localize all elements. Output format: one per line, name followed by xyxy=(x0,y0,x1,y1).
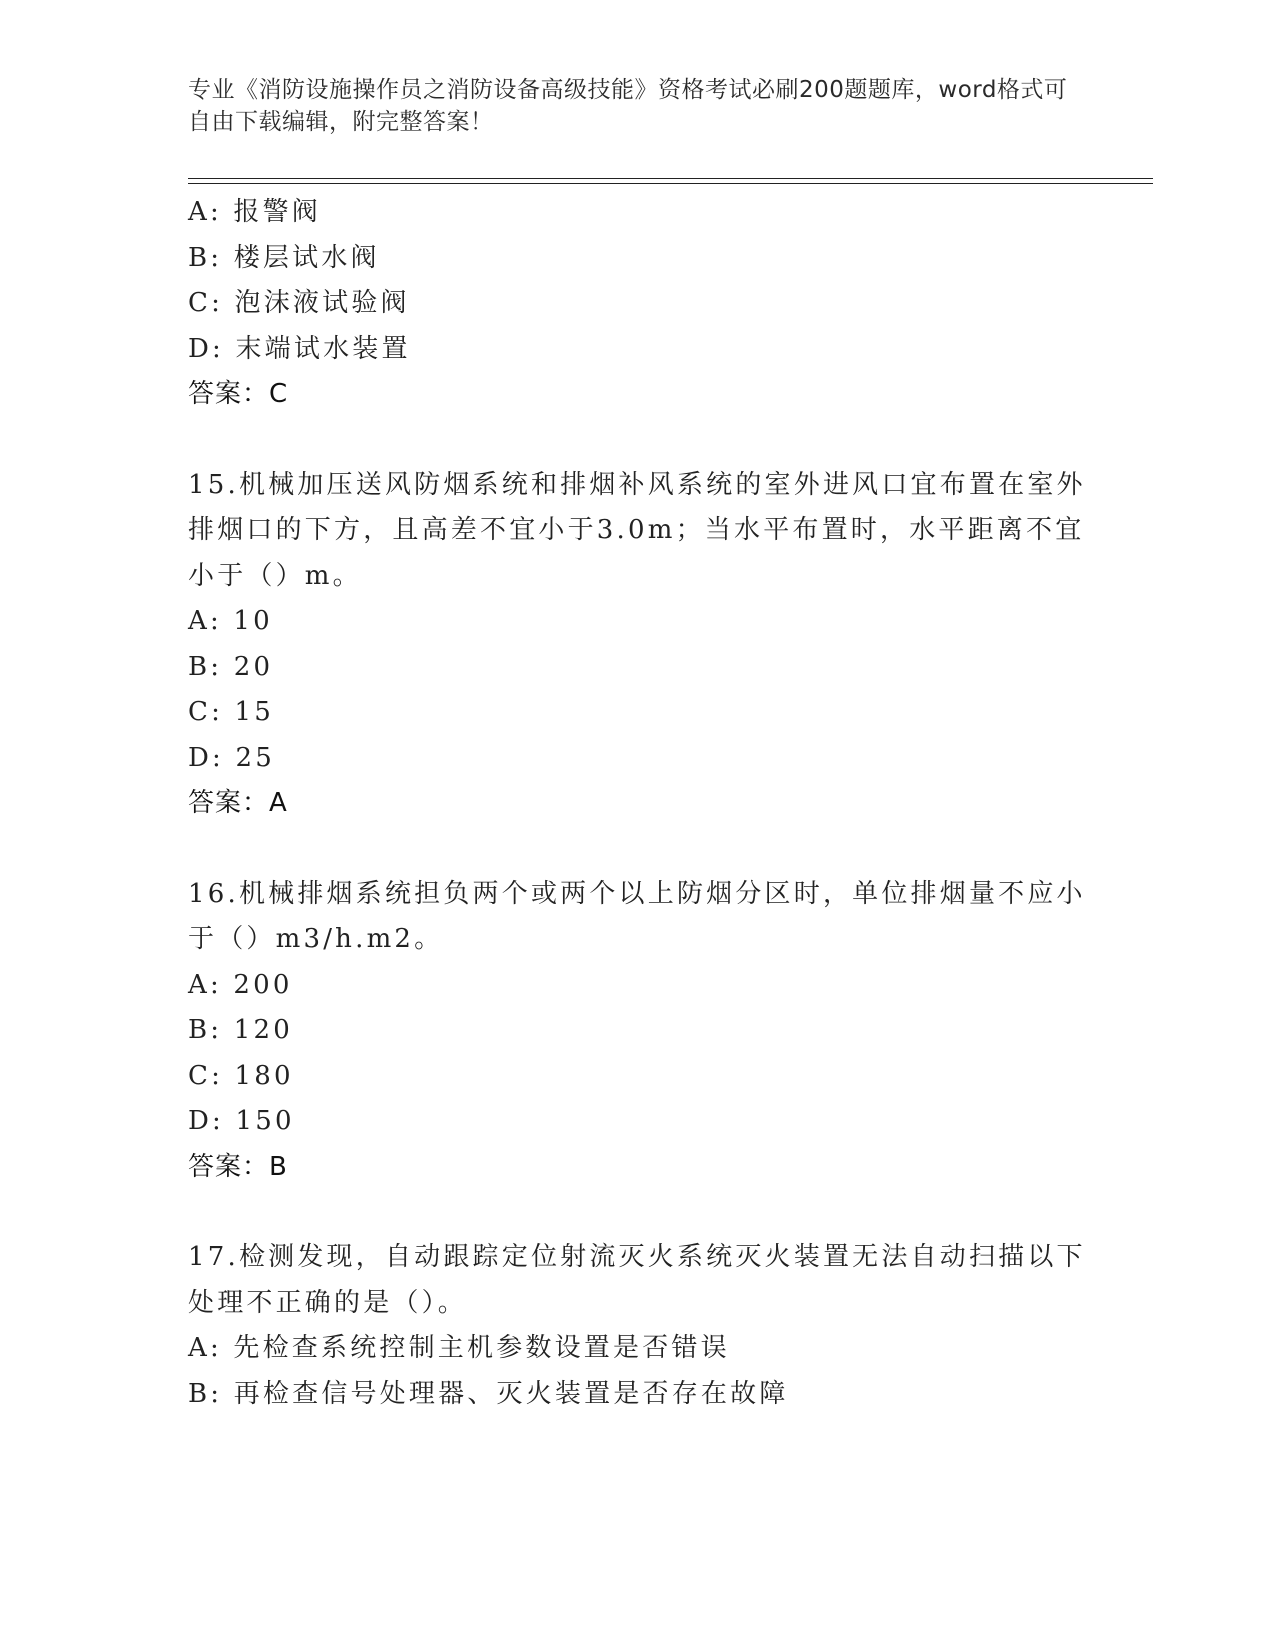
option-b: B: 20 xyxy=(188,651,274,682)
question-17 xyxy=(188,1235,1088,1417)
question-stem-line: 于（）m3/h.m2。 xyxy=(188,924,444,954)
spacer xyxy=(188,418,1088,463)
option-c: C: 15 xyxy=(188,697,275,727)
question-list xyxy=(188,190,1088,1417)
answer-label: 答案：B xyxy=(188,1151,288,1182)
question-stem-line: 17.检测发现，自动跟踪定位射流灭火系统灭火装置无法自动扫描以下 xyxy=(188,1242,1086,1272)
option-a: A: 先检查系统控制主机参数设置是否错误 xyxy=(188,1333,730,1363)
option-d: D: 末端试水装置 xyxy=(188,333,411,364)
option-b: B: 120 xyxy=(188,1015,293,1045)
option-c: C: 泡沫液试验阀 xyxy=(188,288,410,318)
header-rule-bottom xyxy=(188,183,1153,184)
option-c: C: 180 xyxy=(188,1060,294,1091)
document-header: 专业《消防设施操作员之消防设备高级技能》资格考试必刷200题题库，word格式可自由下载编辑，附完整答案！ xyxy=(188,77,1068,135)
option-a: A: 报警阀 xyxy=(188,197,322,227)
option-d: D: 150 xyxy=(188,1106,295,1136)
answer-label: 答案：C xyxy=(188,379,289,409)
question-16 xyxy=(188,872,1088,1191)
question-stem-line: 小于（）m。 xyxy=(188,560,362,591)
question-stem-line: 处理不正确的是（）。 xyxy=(188,1287,468,1318)
option-d: D: 25 xyxy=(188,742,275,773)
question-15 xyxy=(188,463,1088,827)
option-b: B: 再检查信号处理器、灭火装置是否存在故障 xyxy=(188,1378,789,1409)
question-stem-line: 排烟口的下方，且高差不宜小于3.0m；当水平布置时，水平距离不宜 xyxy=(188,515,1085,545)
option-a: A: 200 xyxy=(188,969,293,1000)
spacer xyxy=(188,1190,1088,1235)
question-stem-line: 15.机械加压送风防烟系统和排烟补风系统的室外进风口宜布置在室外 xyxy=(188,469,1086,500)
option-a: A: 10 xyxy=(188,606,273,636)
answer-label: 答案：A xyxy=(188,788,288,818)
question-14 xyxy=(188,190,1088,418)
question-stem-line: 16.机械排烟系统担负两个或两个以上防烟分区时，单位排烟量不应小 xyxy=(188,878,1086,909)
option-b: B: 楼层试水阀 xyxy=(188,242,380,273)
header-rule-top xyxy=(188,178,1153,179)
spacer xyxy=(188,827,1088,872)
